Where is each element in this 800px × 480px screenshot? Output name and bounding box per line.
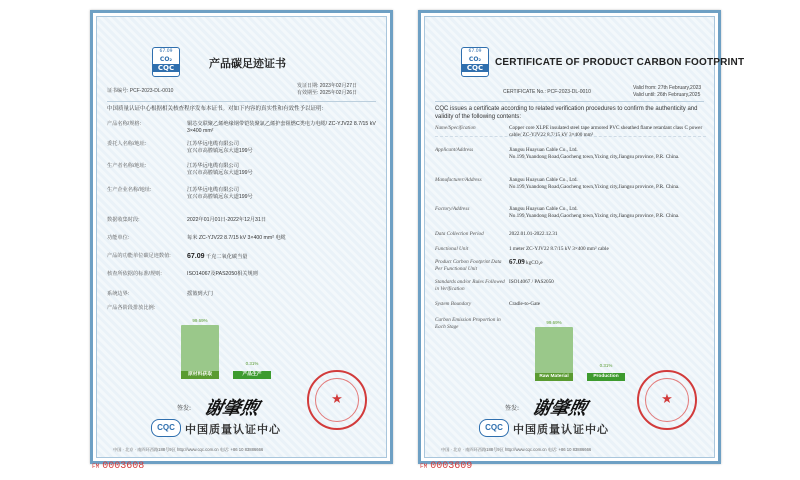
row-value: 铜芯交联聚乙烯绝缘钢带铠装聚氯乙烯护套阻燃C类电力电缆/ ZC-YJV22 8.7/15 kV 3×400 mm² [187,121,376,134]
row-value: Cradle-to-Gate [509,301,541,307]
row-value: ISO14067及PAS2050相关规则 [187,271,258,277]
row-value: Jiangsu Huayuan Cable Co., Ltd. No.199,Yuandong Road,Gaocheng town,Yixing city,Jiangsu province, P.R. China. [509,147,680,160]
official-seal [637,370,697,430]
row-label: 产品的功能单位碳足迹数值: [107,253,171,259]
row-label: 功能单位: [107,235,130,241]
certificate-number: 证书编号: PCF-2023-DL-0010 [107,88,174,94]
cqc-footer-logo: CQC [479,419,509,437]
bar-raw-material [181,325,219,377]
footprint-value: 67.09 [509,258,525,266]
row-label: 委托人名称/地址: [107,141,147,147]
valid-from: 发证日期: 2023年02月27日 [297,83,358,89]
certificate-intro: CQC issues a certificate according to related verification procedures to confirm the authenticity and validity of the following contents: [435,106,698,120]
footprint-unit: kgCO₂e [526,260,543,266]
row-value: Jiangsu Huayuan Cable Co., Ltd. No.199,Yuandong Road,Gaocheng town,Yixing city,Jiangsu province, P.R. China. [509,177,680,190]
certificate-title: CERTIFICATE OF PRODUCT CARBON FOOTPRINT [495,57,745,68]
cqc-carbon-logo [152,47,180,77]
cqc-carbon-logo [461,47,489,77]
bar-value-label: 99.69% [192,318,208,324]
row-label: Applicant/Address [435,147,474,153]
signature: 谢肇煦 [530,398,589,419]
footer-contact: 中国 · 北京 · 南四环西路188号9区 http://www.cqc.com.cn 电话: +86 10 83886666 [441,447,592,452]
bar-category-label: 原材料获取 [181,371,219,379]
row-label: 生产企业名称/地址: [107,187,152,193]
serial-value: 0003609 [430,461,473,472]
bar-category-label: Production [587,373,625,381]
row-value: 1 meter ZC-YJV22 8.7/15 kV 3×400 mm² cable [509,246,609,252]
certificate-body [96,16,387,458]
row-label: Manufacturer/Address [435,177,482,183]
certificate-english [418,10,745,464]
signature: 谢肇煦 [202,398,261,419]
divider [107,101,376,102]
row-value: 江苏华远电缆有限公司 宜兴市高塍镇远东大道199号 [187,163,253,176]
footprint-unit: 千克二氧化碳当量 [205,254,248,260]
seal-star-icon: ★ [661,392,673,407]
row-value: 2022年01月01日-2022年12月31日 [187,217,267,223]
serial-number-en [420,461,472,472]
bar-value-label: 99.69% [546,320,562,326]
bar-raw-material [535,327,573,379]
row-value: 摇篮到大门 [187,291,213,297]
row-label: System Boundary [435,301,472,307]
validity-dates [297,83,357,97]
row-label: Data Collection Period [435,231,484,237]
row-value: 2022.01.01-2022.12.31 [509,231,558,237]
bar-value-label: 0.31% [245,361,259,366]
row-label: Product Carbon Footprint Data Per Functional Unit [435,259,502,272]
row-label: 核查所依据的标准/规则: [107,271,162,277]
footprint-value: 67.09 [187,253,205,260]
row-value: Copper core XLPE insulated steel tape armored PVC sheathed flame retardant class C power cable/ ZC-YJV22 8.7/15 kV 3×400 mm² [509,125,703,138]
row-value: Jiangsu Huayuan Cable Co., Ltd. No.199,Yuandong Road,Gaocheng town,Yixing city,Jiangsu province, P.R. China. [509,206,680,219]
seal-star-icon: ★ [331,392,343,407]
certificate-title: 产品碳足迹证书 [209,57,286,70]
row-label: 产品各阶段排放比例: [107,305,156,311]
row-value: ISO14067 / PAS2050 [509,279,554,285]
divider [435,101,704,102]
valid-from: Valid from: 27th February,2023 [633,85,702,91]
logo-cqc: CQC [153,64,179,72]
row-value [187,253,378,261]
row-label: 生产者名称/地址: [107,163,147,169]
organization-name: 中国质量认证中心 [185,423,281,436]
logo-co2: CO₂ [159,56,173,63]
row-label: 数据收集时段: [107,217,140,223]
valid-until: 有效期至: 2025年02月26日 [297,90,358,96]
logo-percent: 67.09 [468,49,482,54]
row-separator [435,136,706,137]
logo-cqc: CQC [462,64,488,72]
valid-until: Valid until: 26th February,2025 [633,92,701,98]
row-label: 产品名称/规格: [107,121,142,127]
certificate-intro: 中国质量认证中心根据相关核查程序发布本证书。对如下内容的真实性和有效性予以证明: [107,106,324,112]
row-label: Functional Unit [435,246,469,252]
bar-category-label: Raw Material [535,373,573,381]
serial-prefix: FM [420,463,428,470]
row-value [509,259,706,267]
logo-co2: CO₂ [468,56,482,63]
row-label: 系统边界: [107,291,130,297]
certificate-body [424,16,745,458]
bar-value-label: 0.31% [599,363,613,368]
signature-label: 签发: [505,405,520,412]
row-value: 每米 ZC-YJV22 8.7/15 kV 3×400 mm² 电缆 [187,235,286,241]
certificate-chinese [90,10,393,464]
official-seal [307,370,367,430]
row-label: Name/Specification [435,125,476,131]
row-label: Factory/Address [435,206,470,212]
footer-contact: 中国 · 北京 · 南四环西路188号9区 http://www.cqc.com.cn 电话: +86 10 83886666 [113,447,264,452]
organization-name: 中国质量认证中心 [513,423,609,436]
logo-percent: 67.09 [159,49,173,54]
serial-value: 0003608 [102,461,145,472]
cqc-footer-logo: CQC [151,419,181,437]
serial-prefix: FM [92,463,100,470]
row-label: Standards and/or Rules Followed in Verification [435,279,505,292]
row-label: Carbon Emission Proportion in Each Stage [435,317,501,330]
emission-bar-chart [181,317,341,377]
serial-number-cn [92,461,144,472]
certificate-number: CERTIFICATE No.: PCF-2023-DL-0010 [503,89,591,95]
row-value: 江苏华远电缆有限公司 宜兴市高塍镇远东大道199号 [187,187,253,200]
validity-dates [633,85,701,99]
row-value: 江苏华远电缆有限公司 宜兴市高塍镇远东大道199号 [187,141,253,154]
signature-label: 签发: [177,405,192,412]
bar-category-label: 产品生产 [233,371,271,379]
